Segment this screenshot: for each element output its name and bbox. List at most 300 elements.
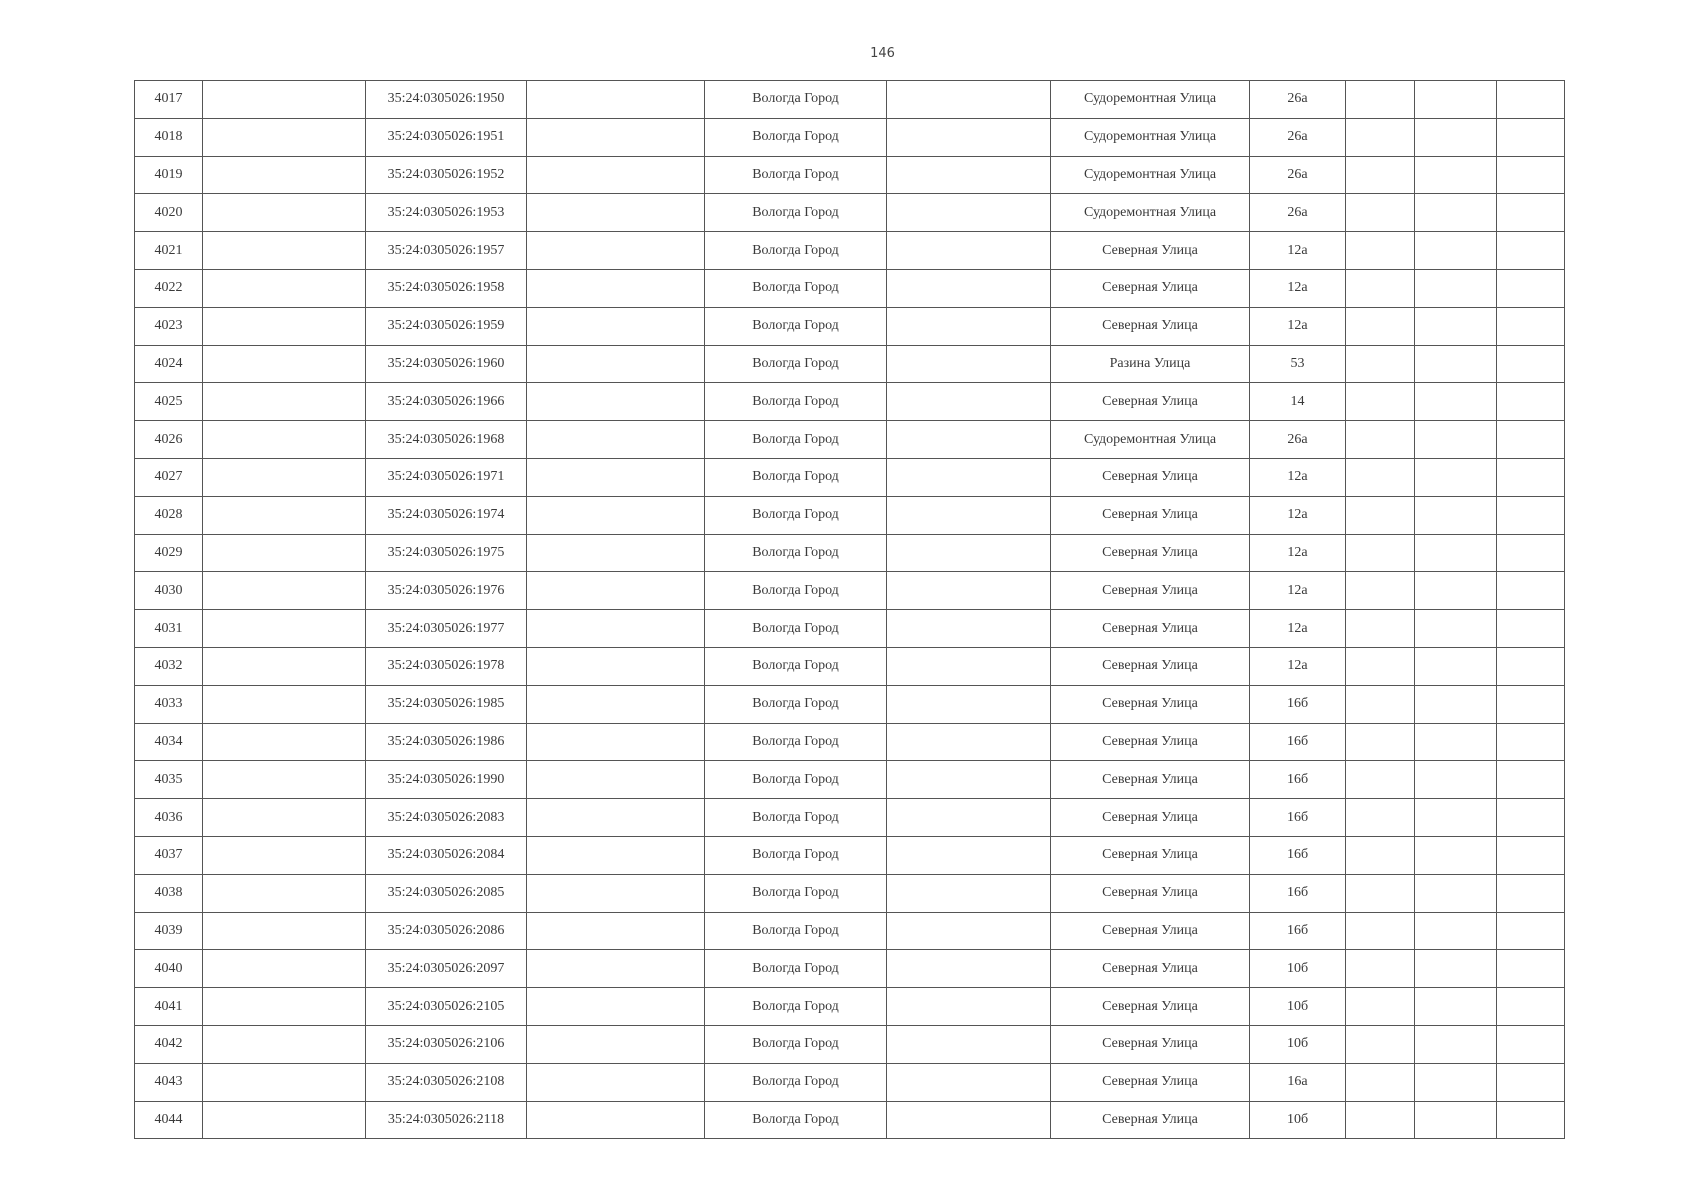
cell-empty xyxy=(527,156,705,194)
cell-empty xyxy=(1346,421,1415,459)
cell-empty xyxy=(887,950,1051,988)
cell-row-number: 4017 xyxy=(135,81,203,119)
cell-row-number: 4036 xyxy=(135,799,203,837)
cell-cadastral-number: 35:24:0305026:1958 xyxy=(366,269,527,307)
cell-empty xyxy=(527,723,705,761)
cell-city: Вологда Город xyxy=(705,950,887,988)
cell-street: Судоремонтная Улица xyxy=(1051,81,1250,119)
cell-empty xyxy=(1415,81,1497,119)
cell-empty xyxy=(887,81,1051,119)
cell-street: Разина Улица xyxy=(1051,345,1250,383)
cell-cadastral-number: 35:24:0305026:1974 xyxy=(366,496,527,534)
cell-house: 12а xyxy=(1250,572,1346,610)
cell-empty xyxy=(887,232,1051,270)
cell-empty xyxy=(203,458,366,496)
cell-street: Северная Улица xyxy=(1051,1101,1250,1139)
cell-row-number: 4040 xyxy=(135,950,203,988)
cell-empty xyxy=(203,345,366,383)
cell-cadastral-number: 35:24:0305026:1990 xyxy=(366,761,527,799)
cell-empty xyxy=(1415,685,1497,723)
cell-row-number: 4037 xyxy=(135,836,203,874)
table-row xyxy=(135,1025,1565,1063)
cell-city: Вологда Город xyxy=(705,799,887,837)
cell-city: Вологда Город xyxy=(705,421,887,459)
cell-empty xyxy=(887,1063,1051,1101)
cell-cadastral-number: 35:24:0305026:1976 xyxy=(366,572,527,610)
cell-city: Вологда Город xyxy=(705,232,887,270)
cell-cadastral-number: 35:24:0305026:2084 xyxy=(366,836,527,874)
table-row xyxy=(135,496,1565,534)
cell-city: Вологда Город xyxy=(705,307,887,345)
cell-empty xyxy=(1415,572,1497,610)
cell-house: 16б xyxy=(1250,761,1346,799)
cell-cadastral-number: 35:24:0305026:1960 xyxy=(366,345,527,383)
cell-empty xyxy=(887,421,1051,459)
cell-cadastral-number: 35:24:0305026:1953 xyxy=(366,194,527,232)
cell-empty xyxy=(1346,912,1415,950)
cell-city: Вологда Город xyxy=(705,723,887,761)
table-row xyxy=(135,799,1565,837)
cell-empty xyxy=(527,572,705,610)
cell-empty xyxy=(527,950,705,988)
cell-city: Вологда Город xyxy=(705,81,887,119)
cell-cadastral-number: 35:24:0305026:1957 xyxy=(366,232,527,270)
cell-row-number: 4023 xyxy=(135,307,203,345)
cell-city: Вологда Город xyxy=(705,1063,887,1101)
cell-empty xyxy=(1346,307,1415,345)
cell-empty xyxy=(887,610,1051,648)
table-row xyxy=(135,572,1565,610)
cell-empty xyxy=(1346,647,1415,685)
cell-house: 12а xyxy=(1250,496,1346,534)
cell-empty xyxy=(203,572,366,610)
cell-empty xyxy=(1415,1101,1497,1139)
cell-empty xyxy=(527,421,705,459)
cell-empty xyxy=(887,458,1051,496)
cell-empty xyxy=(887,836,1051,874)
cell-empty xyxy=(1346,799,1415,837)
cell-empty xyxy=(887,1025,1051,1063)
cell-street: Судоремонтная Улица xyxy=(1051,194,1250,232)
cell-empty xyxy=(1497,421,1565,459)
cell-row-number: 4019 xyxy=(135,156,203,194)
cell-house: 16б xyxy=(1250,685,1346,723)
cell-empty xyxy=(1497,912,1565,950)
cell-empty xyxy=(887,647,1051,685)
cell-empty xyxy=(527,118,705,156)
cell-empty xyxy=(1497,874,1565,912)
cell-row-number: 4041 xyxy=(135,988,203,1026)
cell-street: Северная Улица xyxy=(1051,232,1250,270)
cell-city: Вологда Город xyxy=(705,836,887,874)
cell-house: 12а xyxy=(1250,534,1346,572)
cell-empty xyxy=(887,307,1051,345)
table-row xyxy=(135,912,1565,950)
cell-empty xyxy=(1346,836,1415,874)
cell-empty xyxy=(527,81,705,119)
cell-empty xyxy=(1346,572,1415,610)
cell-row-number: 4018 xyxy=(135,118,203,156)
cell-street: Судоремонтная Улица xyxy=(1051,421,1250,459)
cell-empty xyxy=(1497,647,1565,685)
cell-row-number: 4021 xyxy=(135,232,203,270)
cell-empty xyxy=(1497,761,1565,799)
cell-empty xyxy=(203,799,366,837)
cell-row-number: 4038 xyxy=(135,874,203,912)
table-row xyxy=(135,118,1565,156)
cell-empty xyxy=(1497,836,1565,874)
cell-empty xyxy=(1497,534,1565,572)
cell-empty xyxy=(887,534,1051,572)
cell-empty xyxy=(203,81,366,119)
cell-empty xyxy=(1346,874,1415,912)
cell-empty xyxy=(203,421,366,459)
cell-street: Северная Улица xyxy=(1051,723,1250,761)
cell-house: 10б xyxy=(1250,1025,1346,1063)
cell-cadastral-number: 35:24:0305026:2086 xyxy=(366,912,527,950)
cell-cadastral-number: 35:24:0305026:1971 xyxy=(366,458,527,496)
cell-city: Вологда Город xyxy=(705,1101,887,1139)
cell-empty xyxy=(1346,534,1415,572)
cell-empty xyxy=(1497,81,1565,119)
cell-row-number: 4030 xyxy=(135,572,203,610)
cell-row-number: 4033 xyxy=(135,685,203,723)
cell-cadastral-number: 35:24:0305026:2105 xyxy=(366,988,527,1026)
cell-empty xyxy=(1415,534,1497,572)
cell-row-number: 4024 xyxy=(135,345,203,383)
cell-empty xyxy=(1497,799,1565,837)
cell-city: Вологда Город xyxy=(705,572,887,610)
cell-city: Вологда Город xyxy=(705,496,887,534)
cell-empty xyxy=(1346,118,1415,156)
cell-empty xyxy=(887,496,1051,534)
cell-cadastral-number: 35:24:0305026:2097 xyxy=(366,950,527,988)
cell-empty xyxy=(1497,156,1565,194)
cell-empty xyxy=(1497,1063,1565,1101)
table-row xyxy=(135,874,1565,912)
cell-house: 26а xyxy=(1250,156,1346,194)
cell-city: Вологда Город xyxy=(705,194,887,232)
cell-cadastral-number: 35:24:0305026:1966 xyxy=(366,383,527,421)
cell-empty xyxy=(1346,81,1415,119)
cell-street: Северная Улица xyxy=(1051,534,1250,572)
cell-street: Северная Улица xyxy=(1051,307,1250,345)
table-row xyxy=(135,421,1565,459)
cell-house: 16б xyxy=(1250,799,1346,837)
cell-street: Северная Улица xyxy=(1051,572,1250,610)
cell-empty xyxy=(1346,761,1415,799)
cell-street: Северная Улица xyxy=(1051,685,1250,723)
cell-empty xyxy=(887,761,1051,799)
cell-empty xyxy=(1346,194,1415,232)
cell-empty xyxy=(1497,723,1565,761)
cell-house: 12а xyxy=(1250,647,1346,685)
cell-house: 12а xyxy=(1250,269,1346,307)
cell-empty xyxy=(1415,345,1497,383)
cell-street: Северная Улица xyxy=(1051,1063,1250,1101)
cell-empty xyxy=(1415,421,1497,459)
cell-cadastral-number: 35:24:0305026:2083 xyxy=(366,799,527,837)
cell-house: 16б xyxy=(1250,723,1346,761)
cell-empty xyxy=(1415,836,1497,874)
cell-cadastral-number: 35:24:0305026:1986 xyxy=(366,723,527,761)
cell-city: Вологда Город xyxy=(705,647,887,685)
cell-city: Вологда Город xyxy=(705,269,887,307)
cell-empty xyxy=(1497,685,1565,723)
cell-empty xyxy=(203,874,366,912)
cell-row-number: 4039 xyxy=(135,912,203,950)
cell-house: 10б xyxy=(1250,1101,1346,1139)
cell-empty xyxy=(1415,496,1497,534)
cell-empty xyxy=(1415,232,1497,270)
cell-empty xyxy=(527,799,705,837)
cell-empty xyxy=(1497,383,1565,421)
cell-empty xyxy=(203,685,366,723)
cell-house: 12а xyxy=(1250,610,1346,648)
cell-empty xyxy=(203,950,366,988)
cell-cadastral-number: 35:24:0305026:1985 xyxy=(366,685,527,723)
cell-cadastral-number: 35:24:0305026:1950 xyxy=(366,81,527,119)
cell-empty xyxy=(1346,685,1415,723)
cell-empty xyxy=(1346,1063,1415,1101)
table-row xyxy=(135,761,1565,799)
cell-house: 16а xyxy=(1250,1063,1346,1101)
cell-empty xyxy=(1415,723,1497,761)
cell-cadastral-number: 35:24:0305026:1952 xyxy=(366,156,527,194)
cell-empty xyxy=(1346,988,1415,1026)
cell-empty xyxy=(1497,269,1565,307)
cell-row-number: 4032 xyxy=(135,647,203,685)
cell-empty xyxy=(527,1025,705,1063)
cell-empty xyxy=(887,156,1051,194)
table-row xyxy=(135,534,1565,572)
cell-empty xyxy=(887,685,1051,723)
cell-empty xyxy=(1346,156,1415,194)
cell-street: Северная Улица xyxy=(1051,761,1250,799)
cell-empty xyxy=(527,610,705,648)
cell-empty xyxy=(1415,194,1497,232)
cell-street: Северная Улица xyxy=(1051,458,1250,496)
cell-empty xyxy=(887,874,1051,912)
cell-street: Северная Улица xyxy=(1051,799,1250,837)
table-row xyxy=(135,269,1565,307)
registry-table xyxy=(134,80,1565,1139)
cell-street: Северная Улица xyxy=(1051,912,1250,950)
cell-empty xyxy=(203,307,366,345)
cell-empty xyxy=(1415,118,1497,156)
cell-row-number: 4035 xyxy=(135,761,203,799)
table-row xyxy=(135,1101,1565,1139)
cell-empty xyxy=(527,1063,705,1101)
cell-row-number: 4028 xyxy=(135,496,203,534)
table-row xyxy=(135,81,1565,119)
cell-house: 16б xyxy=(1250,874,1346,912)
cell-house: 26а xyxy=(1250,81,1346,119)
cell-empty xyxy=(1497,1101,1565,1139)
cell-empty xyxy=(887,383,1051,421)
table-row xyxy=(135,723,1565,761)
cell-city: Вологда Город xyxy=(705,458,887,496)
cell-empty xyxy=(527,383,705,421)
cell-empty xyxy=(203,647,366,685)
cell-empty xyxy=(527,307,705,345)
cell-city: Вологда Город xyxy=(705,156,887,194)
cell-city: Вологда Город xyxy=(705,1025,887,1063)
cell-house: 26а xyxy=(1250,194,1346,232)
cell-cadastral-number: 35:24:0305026:1959 xyxy=(366,307,527,345)
cell-empty xyxy=(527,647,705,685)
cell-empty xyxy=(203,761,366,799)
table-row xyxy=(135,647,1565,685)
cell-empty xyxy=(1497,307,1565,345)
cell-cadastral-number: 35:24:0305026:2108 xyxy=(366,1063,527,1101)
cell-street: Северная Улица xyxy=(1051,496,1250,534)
cell-empty xyxy=(203,723,366,761)
cell-empty xyxy=(887,118,1051,156)
table-row xyxy=(135,1063,1565,1101)
cell-empty xyxy=(887,1101,1051,1139)
cell-empty xyxy=(203,232,366,270)
cell-empty xyxy=(527,232,705,270)
cell-empty xyxy=(203,194,366,232)
cell-row-number: 4042 xyxy=(135,1025,203,1063)
cell-empty xyxy=(1346,496,1415,534)
cell-empty xyxy=(203,269,366,307)
cell-cadastral-number: 35:24:0305026:1977 xyxy=(366,610,527,648)
cell-row-number: 4043 xyxy=(135,1063,203,1101)
cell-cadastral-number: 35:24:0305026:1951 xyxy=(366,118,527,156)
cell-empty xyxy=(887,269,1051,307)
cell-row-number: 4027 xyxy=(135,458,203,496)
cell-empty xyxy=(887,912,1051,950)
cell-street: Северная Улица xyxy=(1051,610,1250,648)
cell-empty xyxy=(1415,458,1497,496)
cell-cadastral-number: 35:24:0305026:1975 xyxy=(366,534,527,572)
cell-empty xyxy=(1415,874,1497,912)
cell-empty xyxy=(1415,1025,1497,1063)
page-number: 146 xyxy=(870,46,895,61)
cell-street: Северная Улица xyxy=(1051,269,1250,307)
table-row xyxy=(135,232,1565,270)
cell-empty xyxy=(527,685,705,723)
cell-city: Вологда Город xyxy=(705,685,887,723)
cell-empty xyxy=(1346,269,1415,307)
cell-cadastral-number: 35:24:0305026:1968 xyxy=(366,421,527,459)
cell-empty xyxy=(527,345,705,383)
cell-empty xyxy=(1346,232,1415,270)
cell-street: Северная Улица xyxy=(1051,874,1250,912)
cell-row-number: 4025 xyxy=(135,383,203,421)
cell-house: 53 xyxy=(1250,345,1346,383)
cell-city: Вологда Город xyxy=(705,874,887,912)
cell-empty xyxy=(527,1101,705,1139)
cell-empty xyxy=(203,912,366,950)
cell-house: 12а xyxy=(1250,307,1346,345)
cell-street: Северная Улица xyxy=(1051,836,1250,874)
cell-empty xyxy=(527,534,705,572)
cell-street: Северная Улица xyxy=(1051,383,1250,421)
cell-empty xyxy=(527,458,705,496)
cell-city: Вологда Город xyxy=(705,988,887,1026)
cell-empty xyxy=(1346,723,1415,761)
cell-row-number: 4026 xyxy=(135,421,203,459)
cell-empty xyxy=(203,988,366,1026)
table-row xyxy=(135,836,1565,874)
cell-row-number: 4034 xyxy=(135,723,203,761)
cell-empty xyxy=(1346,383,1415,421)
cell-empty xyxy=(1415,799,1497,837)
cell-city: Вологда Город xyxy=(705,118,887,156)
cell-empty xyxy=(1415,269,1497,307)
cell-city: Вологда Город xyxy=(705,383,887,421)
cell-city: Вологда Город xyxy=(705,610,887,648)
cell-empty xyxy=(1497,194,1565,232)
cell-empty xyxy=(203,1063,366,1101)
table-row xyxy=(135,307,1565,345)
cell-empty xyxy=(203,118,366,156)
cell-house: 14 xyxy=(1250,383,1346,421)
cell-empty xyxy=(1415,156,1497,194)
cell-empty xyxy=(527,988,705,1026)
cell-house: 26а xyxy=(1250,118,1346,156)
cell-empty xyxy=(203,534,366,572)
cell-street: Северная Улица xyxy=(1051,647,1250,685)
cell-empty xyxy=(1497,345,1565,383)
cell-empty xyxy=(1346,345,1415,383)
cell-row-number: 4029 xyxy=(135,534,203,572)
cell-empty xyxy=(1415,950,1497,988)
cell-empty xyxy=(527,269,705,307)
table-row xyxy=(135,194,1565,232)
cell-empty xyxy=(1497,458,1565,496)
cell-cadastral-number: 35:24:0305026:2118 xyxy=(366,1101,527,1139)
cell-empty xyxy=(1415,307,1497,345)
cell-empty xyxy=(203,836,366,874)
table-row xyxy=(135,156,1565,194)
cell-empty xyxy=(1497,1025,1565,1063)
cell-row-number: 4044 xyxy=(135,1101,203,1139)
cell-house: 26а xyxy=(1250,421,1346,459)
cell-empty xyxy=(1346,1101,1415,1139)
cell-empty xyxy=(887,723,1051,761)
cell-empty xyxy=(1346,950,1415,988)
cell-cadastral-number: 35:24:0305026:2085 xyxy=(366,874,527,912)
table-row xyxy=(135,610,1565,648)
cell-city: Вологда Город xyxy=(705,534,887,572)
cell-empty xyxy=(203,156,366,194)
cell-house: 16б xyxy=(1250,912,1346,950)
cell-empty xyxy=(1346,610,1415,648)
cell-empty xyxy=(1497,232,1565,270)
cell-street: Северная Улица xyxy=(1051,1025,1250,1063)
table-row xyxy=(135,383,1565,421)
cell-house: 12а xyxy=(1250,232,1346,270)
cell-empty xyxy=(1497,988,1565,1026)
cell-street: Судоремонтная Улица xyxy=(1051,118,1250,156)
cell-city: Вологда Город xyxy=(705,345,887,383)
cell-empty xyxy=(203,1101,366,1139)
cell-empty xyxy=(527,761,705,799)
cell-house: 10б xyxy=(1250,950,1346,988)
cell-empty xyxy=(887,988,1051,1026)
cell-empty xyxy=(1415,610,1497,648)
cell-row-number: 4022 xyxy=(135,269,203,307)
cell-empty xyxy=(1415,1063,1497,1101)
cell-row-number: 4031 xyxy=(135,610,203,648)
cell-empty xyxy=(527,496,705,534)
cell-empty xyxy=(887,194,1051,232)
cell-empty xyxy=(527,194,705,232)
